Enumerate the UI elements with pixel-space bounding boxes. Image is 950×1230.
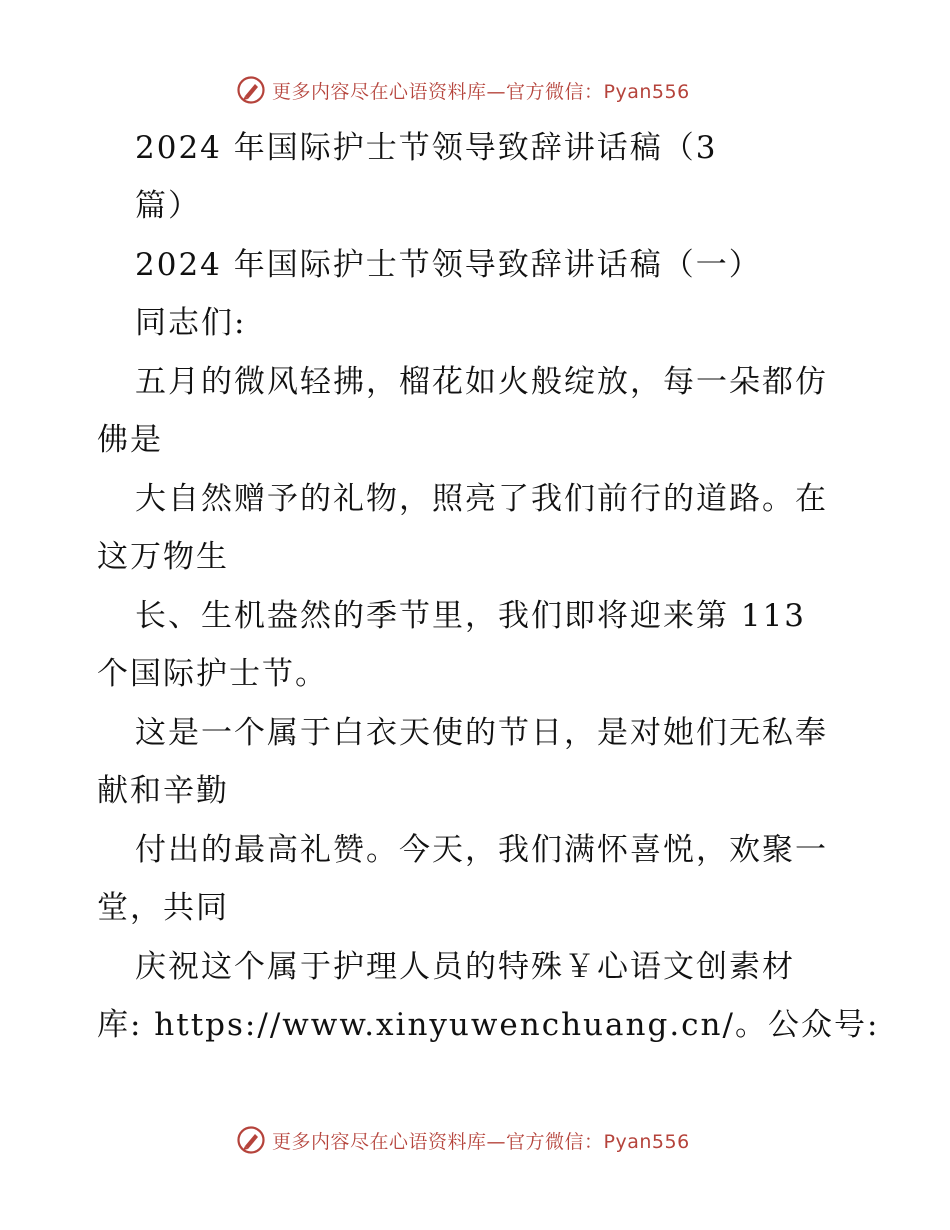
section-heading: 2024 年国际护士节领导致辞讲话稿（一） [135, 247, 762, 283]
paragraph-line: 这是一个属于白衣天使的节日，是对她们无私奉 [135, 715, 828, 751]
paragraph-line: 库: https://www.xinyuwenchuang.cn/。公众号: [97, 1007, 880, 1043]
paragraph-line: 付出的最高礼赞。今天，我们满怀喜悦，欢聚一 [135, 832, 828, 868]
paragraph-line: 佛是 [97, 422, 163, 458]
document-title-line-2: 篇） [135, 188, 201, 224]
paragraph-line: 大自然赠予的礼物，照亮了我们前行的道路。在 [135, 481, 828, 517]
paragraph-line: 个国际护士节。 [97, 656, 328, 692]
document-title-line-1: 2024 年国际护士节领导致辞讲话稿（3 [135, 130, 718, 166]
paragraph-line: 五月的微风轻拂，榴花如火般绽放，每一朵都仿 [135, 364, 828, 400]
paragraph-line: 这万物生 [97, 539, 229, 575]
header-banner-text: 更多内容尽在心语资料库—官方微信：Pyan556 [272, 80, 690, 103]
pen-circle-logo-icon [236, 1125, 266, 1155]
paragraph-line: 堂，共同 [97, 890, 229, 926]
paragraph-line: 庆祝这个属于护理人员的特殊￥心语文创素材 [135, 949, 795, 985]
paragraph-line: 献和辛勤 [97, 773, 229, 809]
paragraph-line: 长、生机盎然的季节里，我们即将迎来第 113 [135, 598, 807, 634]
footer-banner-text: 更多内容尽在心语资料库—官方微信：Pyan556 [272, 1130, 690, 1153]
salutation: 同志们: [135, 305, 247, 341]
footer-banner [236, 1123, 716, 1157]
